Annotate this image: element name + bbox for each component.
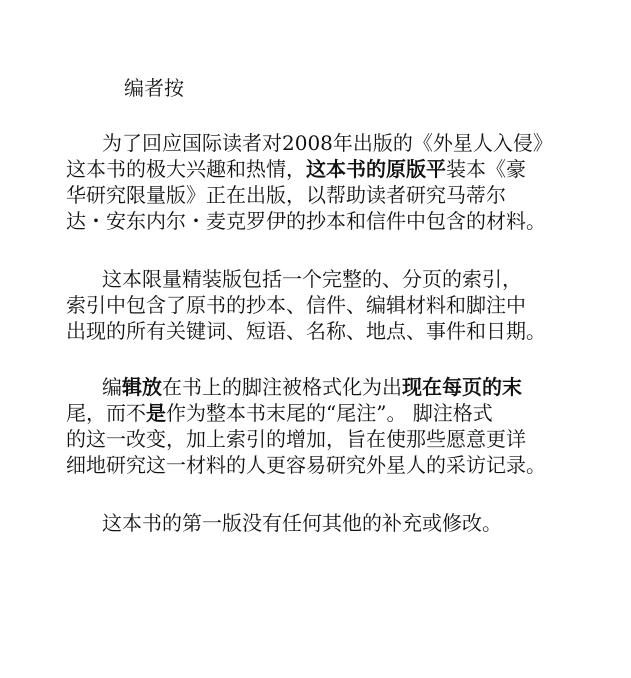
text-run: 在书上的脚注被格式化为出 xyxy=(162,375,402,399)
paragraph-reprint-intro xyxy=(66,130,566,234)
text-run: 尾，而不 xyxy=(66,401,146,425)
paragraph-line: 的这一改变，加上索引的增加，旨在使那些愿意更详 xyxy=(66,427,526,451)
paragraph-line: 达・安东内尔・麦克罗伊的抄本和信件中包含的材料。 xyxy=(66,209,546,233)
paragraph-line: 为了回应国际读者对2008年出版的《外星人入侵》 xyxy=(102,131,553,155)
bold-text-run: 是 xyxy=(146,401,166,425)
text-run: 作为整本书末尾的“尾注”。 脚注格式 xyxy=(166,401,493,425)
paragraph-line xyxy=(66,374,566,400)
paragraph-line: 这本限量精装版包括一个完整的、分页的索引， xyxy=(102,267,522,291)
text-run: 这本书的极大兴趣和热情， xyxy=(66,157,306,181)
paragraph-line: 索引中包含了原书的抄本、信件、编辑材料和脚注中 xyxy=(66,293,526,317)
paragraph-line xyxy=(66,400,566,426)
text-run: 编 xyxy=(102,375,122,399)
paragraph-line: 这本书的第一版没有任何其他的补充或修改。 xyxy=(102,511,502,535)
bold-text-run: 这本书的原版平 xyxy=(306,157,446,181)
paragraph-line: 华研究限量版》正在出版，以帮助读者研究马蒂尔 xyxy=(66,183,506,207)
bold-text-run: 现在每页的末 xyxy=(402,375,522,399)
paragraph-line: 出现的所有关键词、短语、名称、地点、事件和日期。 xyxy=(66,319,546,343)
paragraph-line xyxy=(66,156,566,182)
editor-note-heading: 编者按 xyxy=(124,76,184,100)
paragraph-line: 细地研究这一材料的人更容易研究外星人的采访记录。 xyxy=(66,453,546,477)
paragraph-no-changes xyxy=(66,510,566,536)
paragraph-index-description xyxy=(66,266,566,344)
text-run: 装本《豪 xyxy=(446,157,526,181)
paragraph-footnote-format xyxy=(66,374,566,478)
bold-text-run: 辑放 xyxy=(122,375,162,399)
